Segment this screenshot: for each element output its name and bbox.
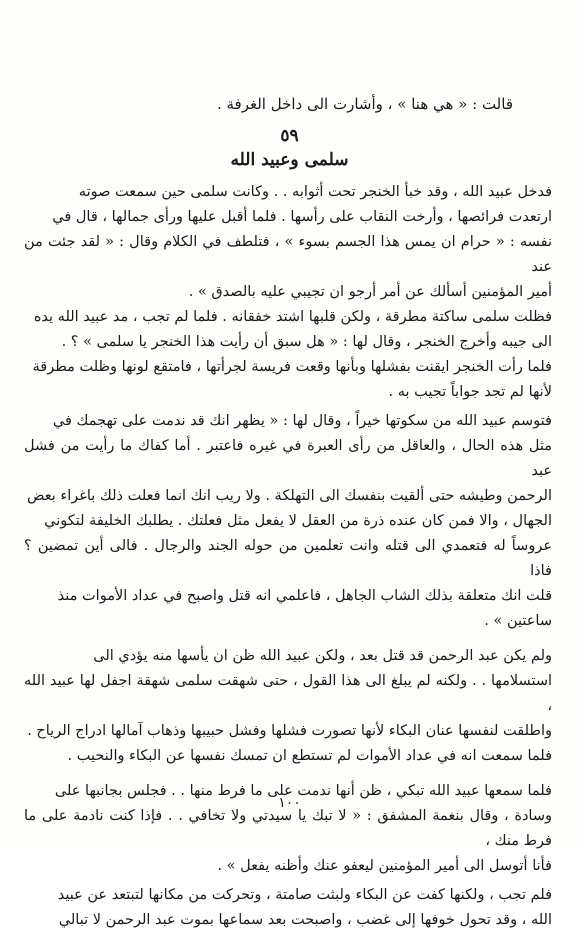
chapter-number: ٥٩ bbox=[280, 126, 299, 146]
text-line: عروساً له فتعمدي الى قتله وانت تعلمين من حوله الجند والرجال . فالى أين تمضين ؟ فاذا bbox=[24, 538, 552, 579]
text-line: فلما سمعها عبيد الله تبكي ، ظن أنها ندمت على ما فرط منها . . فجلس بجانبها على bbox=[54, 783, 552, 799]
text-line: وسادة ، وقال بنغمة المشفق : « لا تبك يا سيدتي ولا تخافي . . فإذا كنت نادمة على ما فرط منك ، bbox=[24, 808, 552, 849]
text-line: مثل هذه الحال ، والعاقل من رأى العبرة في غيره فاعتبر . أما كفاك ما رأيت من فشل عبد bbox=[24, 438, 552, 479]
text-line: فظلت سلمى ساكتة مطرقة ، ولكن قلبها اشتد خفقانه . فلما لم تجب ، مد عبيد الله يده bbox=[33, 309, 552, 325]
text-line: أمير المؤمنين أسألك عن أمر أرجو ان تجيبي عليه بالصدق » . bbox=[188, 284, 552, 300]
paragraph-5 bbox=[24, 644, 552, 769]
chapter-title: سلمى وعبيد الله bbox=[230, 150, 349, 170]
body-text bbox=[24, 180, 552, 933]
paragraph-4 bbox=[24, 409, 552, 634]
paragraph-3 bbox=[24, 355, 552, 405]
text-line: لأنها لم تجد جواباً تجيب به . bbox=[388, 384, 552, 400]
text-line: فلما رأت الخنجر ايقنت بفشلها وبأنها وقعت فريسة لجرأتها ، فامتقع لونها وظلت مطرقة bbox=[32, 359, 552, 375]
text-line: قلت انك متعلقة بذلك الشاب الجاهل ، فاعلمي انه قتل واصبح في عداد الأموات منذ bbox=[57, 588, 552, 604]
text-line: فلم تجب ، ولكنها كفت عن البكاء ولبثت صامتة ، وتحركت من مكانها لتبتعد عن عبيد bbox=[57, 887, 552, 903]
text-line: الجهال ، والا فمن كان عنده ذرة من العقل لا يفعل مثل فعلتك . يطلبك الخليفة لتكوني bbox=[44, 513, 552, 529]
paragraph-2 bbox=[24, 305, 552, 355]
paragraph-1 bbox=[24, 180, 552, 305]
paragraph-6 bbox=[24, 779, 552, 879]
paragraph-7 bbox=[24, 883, 552, 933]
text-line: فدخل عبيد الله ، وقد خبأ الخنجر تحت أثوابه . . وكانت سلمى حين سمعت صوته bbox=[78, 184, 552, 200]
text-line: فلما سمعت انه في عداد الأموات لم تستطع ان تمسك نفسها عن البكاء والنحيب . bbox=[67, 748, 552, 764]
text-line: الله ، وقد تحول خوفها إلى غضب ، واصبحت بعد سماعها بموت عبد الرحمن لا تبالي bbox=[58, 912, 552, 928]
text-line: الى جيبه وأخرج الخنجر ، وقال لها : « هل سبق أن رأيت هذا الخنجر يا سلمى » ؟ . bbox=[61, 334, 552, 350]
text-line: الرحمن وطيشه حتى ألقيت بنفسك الى التهلكة . ولا ريب انك انما فعلت ذلك باغراء بعض bbox=[27, 488, 552, 504]
text-line: واطلقت لنفسها عنان البكاء لأنها تصورت فشلها وفشل حبيبها وذهاب آمالها ادراج الرياح . bbox=[27, 723, 552, 739]
text-line: ولم يكن عبد الرحمن قد قتل بعد ، ولكن عبيد الله ظن ان يأسها منه يؤدي الى bbox=[93, 648, 552, 664]
text-line: فأنا أتوسل الى أمير المؤمنين ليعفو عنك وأظنه يفعل » . bbox=[217, 858, 552, 874]
text-line: ارتعدت فرائصها ، وأرخت النقاب على رأسها . فلما أقبل عليها ورأى جمالها ، قال في bbox=[52, 209, 552, 225]
text-line: ساعتين » . bbox=[484, 613, 552, 629]
opening-line: قالت : « هي هنا » ، وأشارت الى داخل الغرفة . bbox=[216, 95, 513, 113]
text-line: استسلامها . . ولكنه لم يبلغ الى هذا القول ، حتى شهقت سلمى شهقة اجفل لها عبيد الله ، bbox=[24, 673, 552, 714]
text-line: نفسه : « حرام ان يمس هذا الجسم بسوء » ، فتلطف في الكلام وقال : « لقد جئت من عند bbox=[24, 234, 552, 275]
text-line: فتوسم عبيد الله من سكوتها خيراً ، وقال لها : « يظهر انك قد ندمت على تهجمك في bbox=[52, 413, 552, 429]
page-number: ١٠٠ bbox=[278, 795, 301, 811]
